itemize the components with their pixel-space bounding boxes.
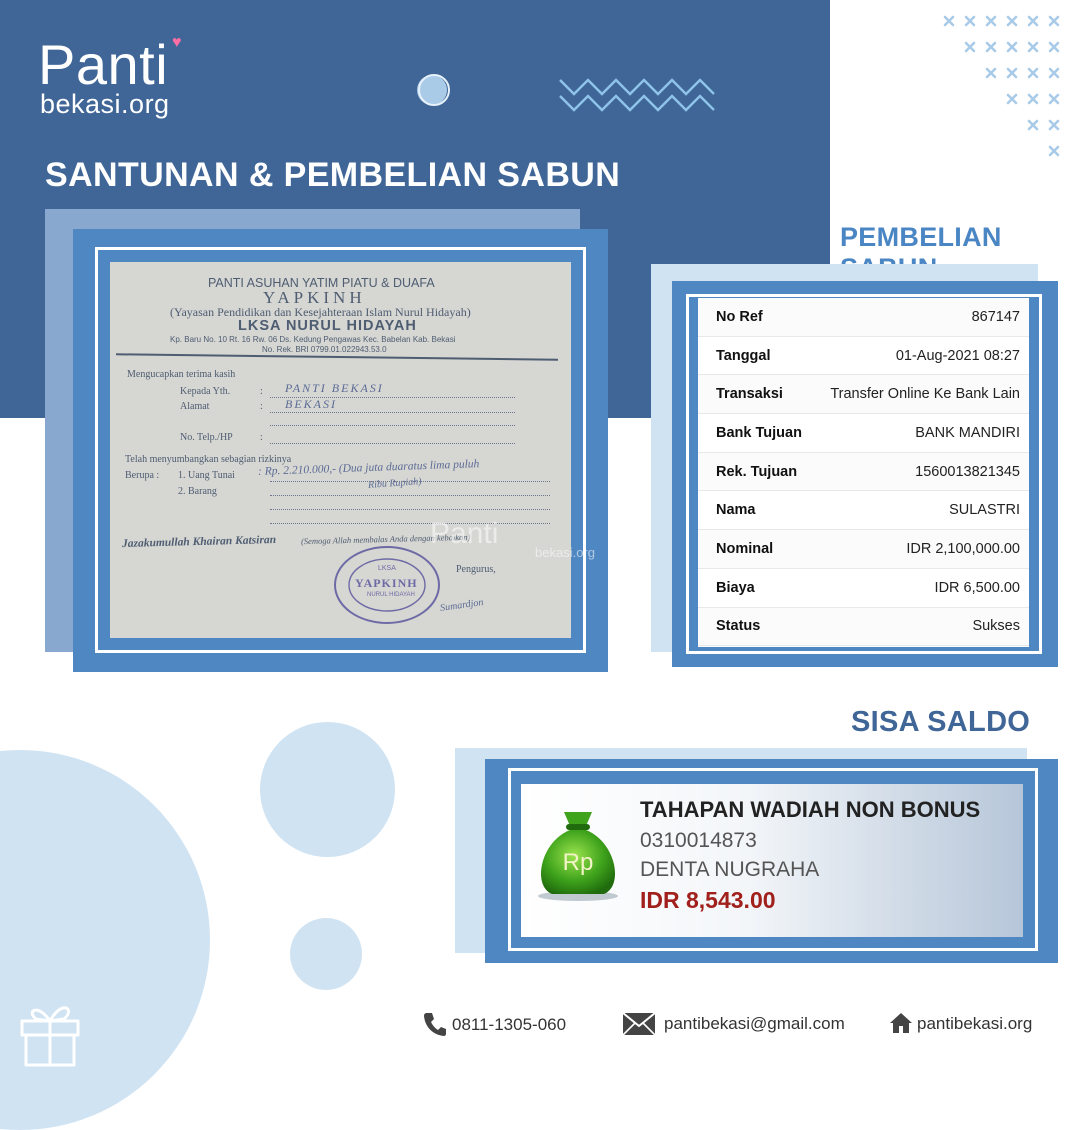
transaction-row-label: Status	[716, 618, 761, 635]
receipt-stamp-top: LKSA	[378, 565, 396, 572]
footer-website[interactable]: pantibekasi.org	[917, 1014, 1033, 1033]
section-title-pembelian: PEMBELIAN	[840, 222, 1002, 252]
receipt-org-bank: No. Rek. BRI 0799.01.022943.53.0	[262, 345, 387, 354]
gift-icon	[16, 995, 82, 1069]
account-balance: IDR 8,543.00	[640, 887, 776, 913]
transaction-row	[698, 453, 1029, 492]
transaction-row-value: BANK MANDIRI	[915, 424, 1020, 441]
heart-icon: ♥	[172, 34, 182, 51]
receipt-signature: Sumardjon	[439, 597, 485, 614]
receipt-alamat-label: Alamat	[180, 401, 210, 412]
cross-pattern-decoration	[940, 12, 1070, 162]
home-icon	[889, 1012, 913, 1034]
transaction-row	[698, 375, 1029, 414]
photo-watermark-name: Panti	[430, 517, 499, 550]
receipt-alamat-value: BEKASI	[285, 397, 337, 411]
transaction-row-value: 01-Aug-2021 08:27	[895, 347, 1020, 364]
transaction-row-label: Transaksi	[716, 386, 783, 403]
account-number: 0310014873	[640, 829, 757, 852]
receipt-org-line2: YAPKINH	[263, 288, 366, 307]
transaction-row-value: IDR 2,100,000.00	[906, 541, 1020, 558]
receipt-org-address: Kp. Baru No. 10 Rt. 16 Rw. 06 Ds. Kedung Pengawas Kec. Babelan Kab. Bekasi	[170, 335, 456, 344]
receipt-kepada-value: PANTI BEKASI	[285, 381, 384, 395]
receipt-org-line3: (Yayasan Pendidikan dan Kesejahteraan Islam Nurul Hidayah)	[170, 305, 471, 319]
transaction-row	[698, 569, 1029, 608]
receipt-berupa-label: Berupa :	[125, 470, 160, 481]
transaction-row	[698, 608, 1029, 647]
transaction-row-value: 867147	[971, 308, 1020, 325]
transaction-row-value: 1560013821345	[915, 463, 1020, 480]
receipt-thanks-label: Mengucapkan terima kasih	[127, 369, 236, 380]
receipt-kepada-label: Kepada Yth.	[180, 386, 231, 397]
receipt-divider	[116, 353, 558, 360]
zigzag-decoration	[558, 74, 723, 120]
receipt-org-line4: LKSA NURUL HIDAYAH	[238, 318, 417, 334]
decor-circle-small	[290, 918, 362, 990]
decor-circle-medium	[260, 722, 395, 857]
transaction-row	[698, 337, 1029, 376]
receipt-item1-value-cont: Ribu Rupiah)	[367, 476, 422, 491]
receipt-donated-label: Telah menyumbangkan sebagian rizkinya	[125, 454, 292, 465]
account-name: DENTA NUGRAHA	[640, 858, 820, 881]
receipt-telp-label: No. Telp./HP	[180, 432, 233, 443]
footer-email[interactable]: pantibekasi@gmail.com	[664, 1014, 845, 1033]
logo-domain: bekasi.org	[40, 89, 170, 119]
transaction-row	[698, 492, 1029, 531]
footer-phone[interactable]: 0811-1305-060	[452, 1015, 567, 1034]
transaction-row-label: Tanggal	[716, 347, 771, 364]
transaction-row-label: No Ref	[716, 308, 763, 325]
transaction-receipt	[698, 298, 1029, 647]
section-title-saldo: SISA SALDO	[851, 706, 1031, 738]
logo-wordmark: Panti	[38, 33, 169, 96]
receipt-closing-note: (Semoga Allah membalas Anda dengan kebaikan)	[300, 531, 471, 547]
transaction-row-label: Nama	[716, 502, 756, 519]
phone-icon	[422, 1011, 446, 1037]
transaction-row-value: SULASTRI	[949, 502, 1020, 519]
receipt-org-line1: PANTI ASUHAN YATIM PIATU & DUAFA	[208, 276, 435, 290]
transaction-row	[698, 414, 1029, 453]
circle-decoration	[412, 72, 454, 110]
money-bag-label: Rp	[562, 849, 594, 876]
receipt-photo: PANTI ASUHAN YATIM PIATU & DUAFA YAPKINH (Yayasan Pendidikan dan Kesejahteraan Islam Nurul Hidayah) LKSA NURUL HIDAYAH Kp. Baru No. 10 Rt. 16 Rw. 06 Ds. Kedung Pengawas Kec. Babelan Kab. Bekasi No. Rek. BRI 0799.01.022943.53.0 Mengucapkan terima kasih Kepada Yth. : PANTI BEKASI Alamat : BEKASI No. Telp./HP : Telah menyumbangkan sebagian rizkinya Berupa : 1. Uang Tunai : Rp. 2.210.000,- (Dua juta duaratus lima puluh Ribu Rupiah) 2. Barang Jazakumullah Khairan Katsiran (Semoga Allah membalas Anda dengan kebaikan) Pengurus, LKSA YAPKINH NURUL HIDAYAH Sumardjon Panti bekasi.org	[110, 262, 571, 638]
transaction-row-label: Nominal	[716, 541, 774, 558]
account-type: TAHAPAN WADIAH NON BONUS	[640, 797, 981, 822]
transaction-row-label: Rek. Tujuan	[716, 463, 798, 480]
page-title: SANTUNAN & PEMBELIAN SABUN	[45, 156, 621, 194]
receipt-stamp-name: YAPKINH	[355, 576, 418, 590]
photo-watermark-domain: bekasi.org	[535, 545, 595, 560]
transaction-row-label: Bank Tujuan	[716, 424, 802, 441]
receipt-pengurus-label: Pengurus,	[456, 564, 496, 575]
transaction-row	[698, 298, 1029, 337]
transaction-row-value: Sukses	[972, 618, 1020, 635]
transaction-row-label: Biaya	[716, 579, 755, 596]
receipt-item1-label: 1. Uang Tunai	[178, 470, 235, 481]
transaction-row-value: IDR 6,500.00	[934, 579, 1020, 596]
email-icon	[622, 1012, 656, 1036]
receipt-item2-label: 2. Barang	[178, 486, 217, 497]
receipt-stamp-sub: NURUL HIDAYAH	[367, 592, 415, 598]
transaction-row-value: Transfer Online Ke Bank Lain	[830, 386, 1020, 403]
transaction-row	[698, 530, 1029, 569]
money-bag-icon	[530, 800, 626, 902]
receipt-closing: Jazakumullah Khairan Katsiran	[121, 533, 277, 551]
receipt-item1-value: : Rp. 2.210.000,- (Dua juta duaratus lima puluh	[257, 458, 480, 478]
decor-circle-large	[0, 750, 210, 1130]
